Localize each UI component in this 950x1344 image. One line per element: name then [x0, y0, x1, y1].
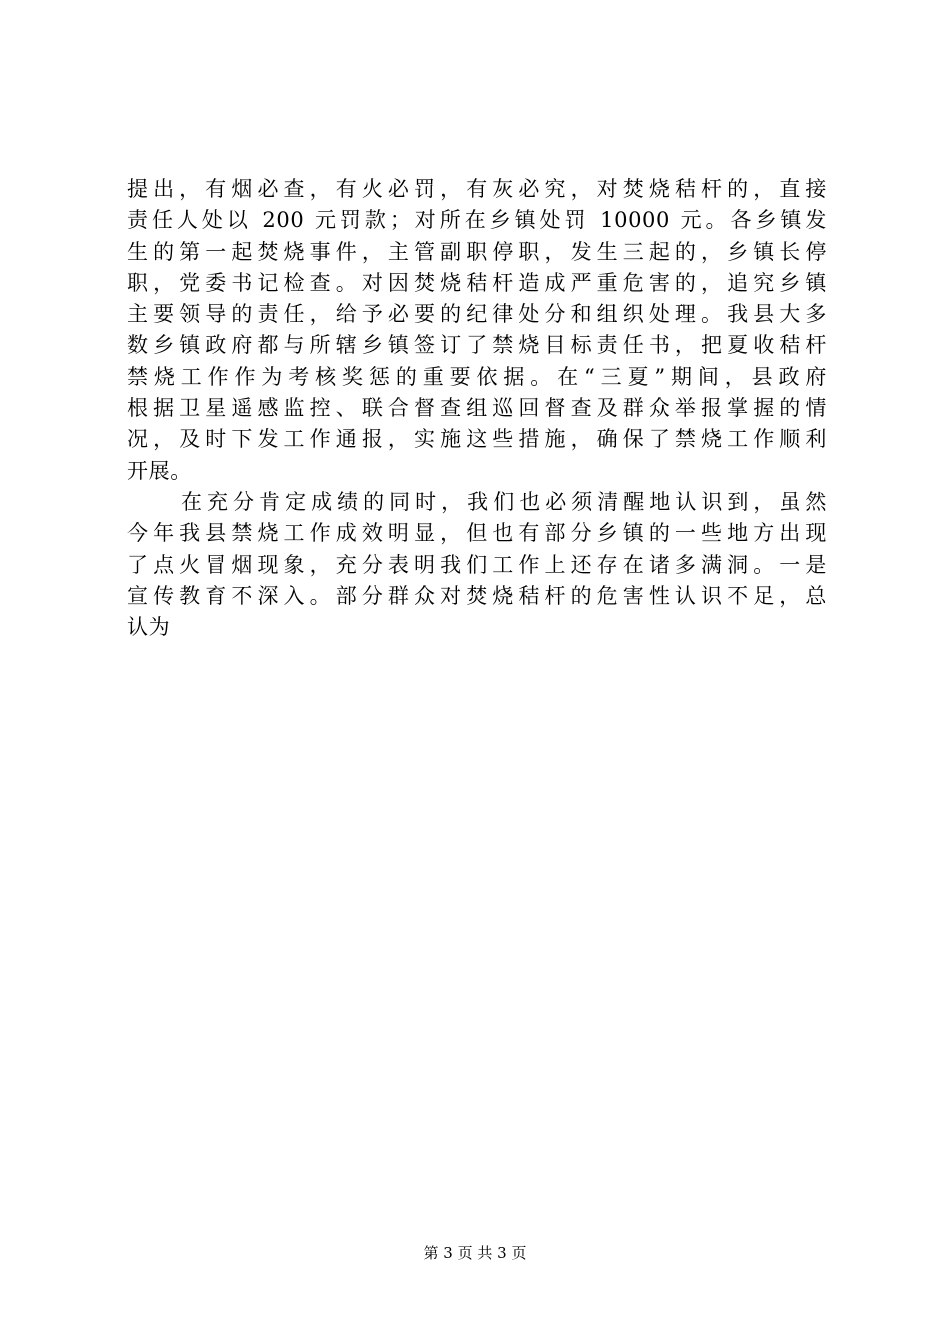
page-footer: 第 3 页 共 3 页	[423, 1244, 527, 1262]
text-line: 生的第一起焚烧事件，主管副职停职，发生三起的，乡镇长停	[127, 239, 827, 264]
text-line: 了点火冒烟现象，充分表明我们工作上还存在诸多满洞。一是	[127, 552, 827, 577]
text-line: 况，及时下发工作通报，实施这些措施，确保了禁烧工作顺利	[127, 427, 827, 452]
text-line: 在充分肯定成绩的同时，我们也必须清醒地认识到，虽然	[181, 489, 827, 514]
text-line: 主要领导的责任，给予必要的纪律处分和组织处理。我县大多	[127, 302, 827, 327]
text-line: 今年我县禁烧工作成效明显，但也有部分乡镇的一些地方出现	[127, 521, 827, 546]
body-text	[127, 174, 827, 643]
text-line: 职，党委书记检查。对因焚烧秸杆造成严重危害的，追究乡镇	[127, 270, 827, 295]
text-line: 根据卫星遥感监控、联合督查组巡回督查及群众举报掌握的情	[127, 396, 827, 421]
text-line: 宣传教育不深入。部分群众对焚烧秸杆的危害性认识不足，总	[127, 583, 827, 608]
text-line: 禁烧工作作为考核奖惩的重要依据。在“三夏”期间，县政府	[127, 364, 827, 389]
text-line: 责任人处以 200 元罚款；对所在乡镇处罚 10000 元。各乡镇发	[127, 208, 827, 233]
text-line: 提出，有烟必查，有火必罚，有灰必究，对焚烧秸杆的，直接	[127, 177, 827, 201]
text-line: 数乡镇政府都与所辖乡镇签订了禁烧目标责任书，把夏收秸杆	[127, 333, 827, 358]
text-line: 开展。	[127, 458, 192, 483]
text-line: 认为	[127, 615, 171, 640]
